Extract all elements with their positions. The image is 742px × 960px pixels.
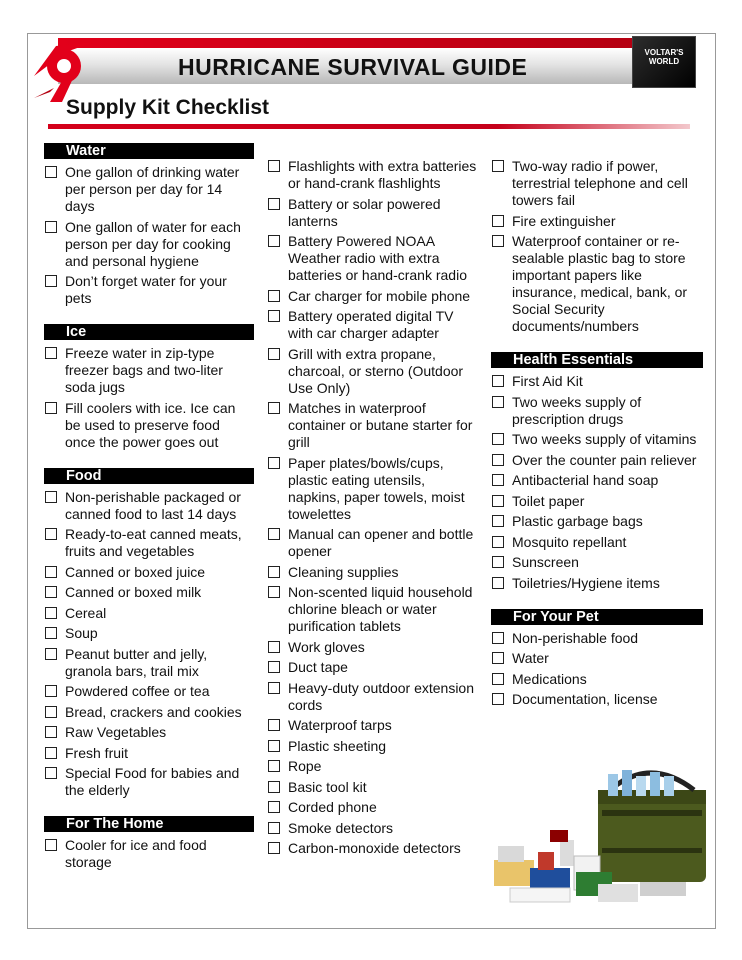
checklist-item bbox=[267, 346, 479, 397]
checklist-section bbox=[491, 158, 703, 335]
checklist-item-label: Matches in waterproof container or butane starter for grill bbox=[288, 400, 473, 450]
checkbox[interactable] bbox=[45, 767, 57, 779]
checkbox[interactable] bbox=[45, 402, 57, 414]
checklist-item-label: Grill with extra propane, charcoal, or sterno (Outdoor Use Only) bbox=[288, 345, 464, 396]
checklist-item bbox=[44, 564, 254, 581]
checklist-item-label: Flashlights with extra batteries or hand-crank flashlights bbox=[288, 158, 477, 191]
checklist-item bbox=[491, 452, 703, 469]
checklist-item-label: Canned or boxed milk bbox=[65, 584, 202, 600]
checklist-item-label: Toiletries/Hygiene items bbox=[512, 574, 660, 591]
checklist-column-2 bbox=[267, 158, 479, 874]
checklist-item bbox=[44, 683, 254, 700]
checklist-item bbox=[267, 680, 479, 714]
checklist-item bbox=[491, 213, 703, 230]
checklist-item-label: Car charger for mobile phone bbox=[288, 287, 471, 304]
checklist-item bbox=[267, 738, 479, 755]
checklist-section bbox=[491, 609, 703, 709]
checklist-item bbox=[491, 431, 703, 448]
checklist-item-label: Toilet paper bbox=[512, 492, 585, 509]
checklist-item-label: Bread, crackers and cookies bbox=[65, 703, 242, 720]
checklist-item-label: Battery Powered NOAA Weather radio with extra batteries or hand-crank radio bbox=[288, 233, 467, 283]
checklist-item bbox=[44, 605, 254, 622]
checkbox[interactable] bbox=[492, 515, 504, 527]
checkbox[interactable] bbox=[45, 747, 57, 759]
checkbox[interactable] bbox=[268, 682, 280, 694]
checklist-item bbox=[267, 158, 479, 192]
checklist-item bbox=[491, 630, 703, 647]
checkbox[interactable] bbox=[45, 648, 57, 660]
checkbox[interactable] bbox=[268, 781, 280, 793]
header-red-band bbox=[58, 38, 634, 48]
checklist-item-label: Documentation, license bbox=[512, 691, 658, 707]
checkbox[interactable] bbox=[492, 632, 504, 644]
checklist-item bbox=[267, 288, 479, 305]
checklist-section bbox=[44, 468, 254, 800]
checkbox[interactable] bbox=[268, 566, 280, 578]
checkbox[interactable] bbox=[45, 839, 57, 851]
checklist-item-label: Paper plates/bowls/cups, plastic eating utensils, napkins, paper towels, moist towelettes bbox=[288, 454, 465, 522]
checklist-item bbox=[44, 646, 254, 680]
checklist-section bbox=[44, 324, 254, 451]
checklist-item bbox=[44, 724, 254, 741]
checkbox[interactable] bbox=[492, 454, 504, 466]
supply-kit-cooler-icon bbox=[490, 760, 712, 920]
checklist-item bbox=[491, 158, 703, 209]
checklist-item-label: Work gloves bbox=[288, 638, 365, 655]
checklist-item bbox=[491, 650, 703, 667]
checklist-item bbox=[491, 373, 703, 390]
checklist-item bbox=[267, 799, 479, 816]
checklist-section bbox=[491, 352, 703, 592]
checkbox[interactable] bbox=[45, 347, 57, 359]
checkbox[interactable] bbox=[492, 235, 504, 247]
checklist-item-label: Manual can opener and bottle opener bbox=[288, 526, 474, 559]
checkbox[interactable] bbox=[45, 166, 57, 178]
checkbox[interactable] bbox=[45, 586, 57, 598]
checklist-item-label: Freeze water in zip-type freezer bags and two-liter soda jugs bbox=[65, 345, 223, 395]
checkbox[interactable] bbox=[492, 160, 504, 172]
checklist-item bbox=[267, 196, 479, 230]
checklist-item bbox=[44, 526, 254, 560]
checklist-item-label: Over the counter pain reliever bbox=[512, 451, 697, 468]
checklist-item-label: Peanut butter and jelly, granola bars, trail mix bbox=[65, 645, 208, 679]
page-subtitle: Supply Kit Checklist bbox=[66, 96, 270, 119]
checklist-item bbox=[491, 394, 703, 428]
checklist-item-label: Plastic sheeting bbox=[288, 737, 387, 754]
checklist-item bbox=[44, 765, 254, 799]
checkbox[interactable] bbox=[492, 652, 504, 664]
checkbox[interactable] bbox=[492, 693, 504, 705]
checklist-item bbox=[267, 639, 479, 656]
checkbox[interactable] bbox=[492, 474, 504, 486]
checklist-item bbox=[267, 308, 479, 342]
checklist-item-label: Sunscreen bbox=[512, 554, 579, 570]
checkbox[interactable] bbox=[268, 528, 280, 540]
checklist-item-label: Battery operated digital TV with car charger adapter bbox=[288, 308, 454, 341]
checklist-item bbox=[267, 526, 479, 560]
checklist-item-label: Cereal bbox=[65, 604, 107, 621]
checkbox[interactable] bbox=[492, 556, 504, 568]
checklist-item-label: One gallon of drinking water per person per day for 14 days bbox=[65, 164, 240, 214]
checklist-item bbox=[44, 400, 254, 451]
checkbox[interactable] bbox=[268, 641, 280, 653]
checkbox[interactable] bbox=[45, 706, 57, 718]
badge-line-2: WORLD bbox=[648, 57, 680, 66]
checklist-item-label: Rope bbox=[288, 758, 322, 774]
checklist-item bbox=[44, 745, 254, 762]
checklist-item bbox=[267, 779, 479, 796]
checklist-item bbox=[491, 493, 703, 510]
checkbox[interactable] bbox=[268, 457, 280, 469]
checklist-item bbox=[44, 164, 254, 215]
checklist-section bbox=[44, 816, 254, 871]
checklist-item bbox=[491, 534, 703, 551]
checklist-item-label: Waterproof tarps bbox=[288, 717, 392, 733]
checklist-item bbox=[44, 345, 254, 396]
checklist-item-label: Medications bbox=[512, 670, 587, 687]
checklist-item bbox=[491, 513, 703, 530]
checklist-item bbox=[267, 840, 479, 857]
checkbox[interactable] bbox=[268, 160, 280, 172]
guide-title: HURRICANE SURVIVAL GUIDE bbox=[178, 54, 528, 80]
checkbox[interactable] bbox=[268, 348, 280, 360]
checklist-item-label: Cooler for ice and food storage bbox=[65, 837, 207, 870]
section-header: For The Home bbox=[44, 816, 254, 832]
section-header: Ice bbox=[44, 324, 254, 340]
checklist-column-1 bbox=[44, 143, 254, 888]
checklist-item-label: Cleaning supplies bbox=[288, 563, 399, 580]
checkbox[interactable] bbox=[268, 822, 280, 834]
checklist-item-label: One gallon of water for each person per day for cooking and personal hygiene bbox=[65, 218, 241, 269]
checkbox[interactable] bbox=[268, 402, 280, 414]
checklist-item bbox=[44, 273, 254, 307]
checklist-item-label: Two-way radio if power, terrestrial telephone and cell towers fail bbox=[512, 158, 688, 208]
checklist-item bbox=[267, 400, 479, 451]
checklist-item bbox=[44, 219, 254, 270]
checklist-item-label: Soup bbox=[65, 625, 98, 641]
checklist-item bbox=[491, 691, 703, 708]
checklist-column-3 bbox=[491, 158, 703, 725]
checkbox[interactable] bbox=[45, 491, 57, 503]
section-header: Water bbox=[44, 143, 254, 159]
checklist-section bbox=[44, 143, 254, 307]
checklist-item bbox=[267, 717, 479, 734]
checklist-item bbox=[44, 584, 254, 601]
checkbox[interactable] bbox=[268, 586, 280, 598]
checklist-item bbox=[44, 489, 254, 523]
section-header: Health Essentials bbox=[491, 352, 703, 368]
checklist-item-label: Ready-to-eat canned meats, fruits and vegetables bbox=[65, 526, 242, 559]
checklist-item bbox=[44, 625, 254, 642]
checklist-item-label: Raw Vegetables bbox=[65, 724, 167, 740]
checklist-item-label: Fresh fruit bbox=[65, 744, 129, 761]
checkbox[interactable] bbox=[268, 661, 280, 673]
checklist-item-label: Smoke detectors bbox=[288, 819, 394, 836]
checkbox[interactable] bbox=[268, 290, 280, 302]
checkbox[interactable] bbox=[45, 221, 57, 233]
checklist-item bbox=[491, 554, 703, 571]
checklist-item-label: Basic tool kit bbox=[288, 778, 367, 795]
checkbox[interactable] bbox=[45, 726, 57, 738]
checkbox[interactable] bbox=[268, 740, 280, 752]
checklist-item-label: Plastic garbage bags bbox=[512, 513, 643, 529]
checkbox[interactable] bbox=[492, 495, 504, 507]
checklist-item-label: Don’t forget water for your pets bbox=[65, 273, 227, 306]
checklist-item bbox=[44, 837, 254, 871]
checklist-item-label: Special Food for babies and the elderly bbox=[65, 765, 240, 798]
checklist-item-label: Non-scented liquid household chlorine bleach or water purification tablets bbox=[288, 584, 473, 634]
badge-text bbox=[633, 48, 695, 66]
checklist-item bbox=[267, 820, 479, 837]
checklist-item bbox=[267, 455, 479, 523]
checkbox[interactable] bbox=[268, 801, 280, 813]
checklist-item bbox=[267, 659, 479, 676]
checklist-item-label: Heavy-duty outdoor extension cords bbox=[288, 679, 474, 713]
checklist-item-label: Non-perishable packaged or canned food to last 14 days bbox=[65, 488, 241, 522]
checklist-item-label: Powdered coffee or tea bbox=[65, 683, 210, 699]
checklist-item-label: Mosquito repellant bbox=[512, 533, 627, 550]
checkbox[interactable] bbox=[45, 627, 57, 639]
checklist-item bbox=[491, 671, 703, 688]
checklist-item bbox=[491, 233, 703, 335]
checklist-item-label: Battery or solar powered lanterns bbox=[288, 195, 441, 229]
checkbox[interactable] bbox=[492, 375, 504, 387]
checkbox[interactable] bbox=[492, 396, 504, 408]
checklist-item bbox=[491, 575, 703, 592]
checklist-item-label: Carbon-monoxide detectors bbox=[288, 840, 461, 856]
checkbox[interactable] bbox=[268, 842, 280, 854]
checkbox[interactable] bbox=[492, 433, 504, 445]
checkbox[interactable] bbox=[492, 577, 504, 589]
checkbox[interactable] bbox=[268, 760, 280, 772]
checkbox[interactable] bbox=[268, 310, 280, 322]
checklist-item bbox=[267, 584, 479, 635]
checkbox[interactable] bbox=[45, 607, 57, 619]
checklist-item-label: Waterproof container or re-sealable plastic bag to store important papers like insurance, medical, bank, or Social Security documents/numbers bbox=[512, 233, 688, 334]
checklist-item bbox=[267, 758, 479, 775]
section-header: For Your Pet bbox=[491, 609, 703, 625]
badge-line-1: VOLTAR'S bbox=[644, 48, 684, 57]
subtitle-rule bbox=[48, 124, 690, 129]
checkbox[interactable] bbox=[492, 673, 504, 685]
checklist-item-label: Water bbox=[512, 650, 549, 666]
checklist-item bbox=[491, 472, 703, 489]
checklist-item-label: Canned or boxed juice bbox=[65, 563, 206, 580]
checklist-item-label: Duct tape bbox=[288, 659, 348, 675]
checkbox[interactable] bbox=[45, 685, 57, 697]
checklist-item bbox=[267, 564, 479, 581]
checkbox[interactable] bbox=[45, 275, 57, 287]
checklist-item-label: Non-perishable food bbox=[512, 629, 639, 646]
section-header: Food bbox=[44, 468, 254, 484]
checklist-item-label: Two weeks supply of vitamins bbox=[512, 431, 697, 447]
checklist-item bbox=[44, 704, 254, 721]
checklist-section bbox=[267, 158, 479, 857]
checklist-item bbox=[267, 233, 479, 284]
checkbox[interactable] bbox=[492, 536, 504, 548]
checkbox[interactable] bbox=[268, 235, 280, 247]
checkbox[interactable] bbox=[45, 528, 57, 540]
checklist-item-label: Fire extinguisher bbox=[512, 212, 616, 229]
checkbox[interactable] bbox=[268, 719, 280, 731]
voltars-world-badge bbox=[632, 36, 696, 88]
checkbox[interactable] bbox=[268, 198, 280, 210]
checklist-item-label: Two weeks supply of prescription drugs bbox=[512, 393, 642, 427]
checklist-item-label: Corded phone bbox=[288, 799, 377, 815]
checkbox[interactable] bbox=[492, 215, 504, 227]
checklist-item-label: First Aid Kit bbox=[512, 373, 583, 389]
checklist-item-label: Antibacterial hand soap bbox=[512, 472, 659, 488]
checkbox[interactable] bbox=[45, 566, 57, 578]
checklist-item-label: Fill coolers with ice. Ice can be used to preserve food once the power goes out bbox=[65, 399, 236, 450]
